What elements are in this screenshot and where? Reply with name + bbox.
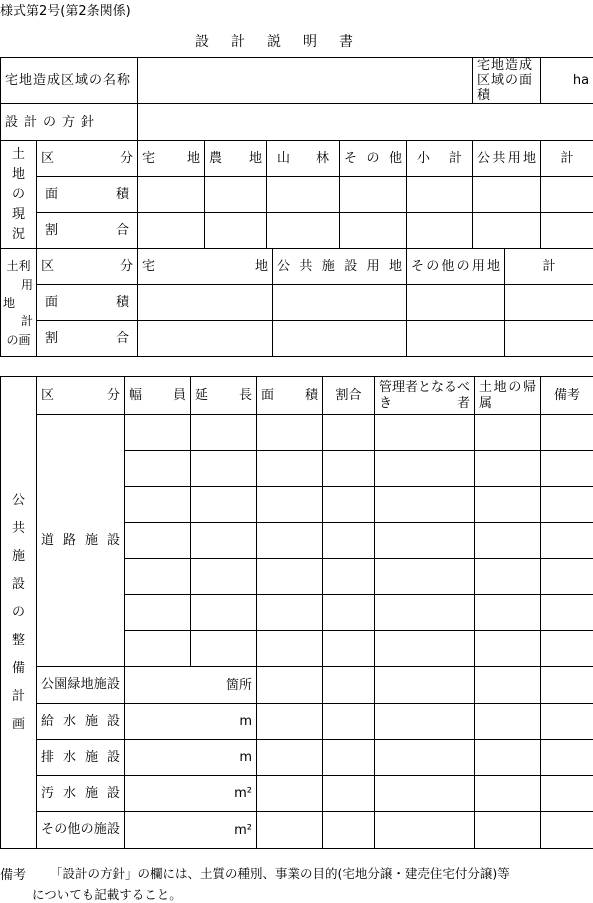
cell[interactable]: [138, 321, 273, 357]
cell[interactable]: [541, 740, 593, 776]
area-name-field[interactable]: [138, 58, 473, 104]
cell[interactable]: [323, 523, 375, 559]
col-kokyo-shisetsu-yochi: 公共施設用地: [273, 249, 407, 285]
cell[interactable]: [375, 740, 475, 776]
current-land-kubun-label: 区分: [37, 141, 138, 177]
cell[interactable]: [407, 321, 505, 357]
cell[interactable]: [257, 523, 323, 559]
cell[interactable]: [541, 812, 593, 849]
col-nochi: 農地: [205, 141, 267, 177]
cell[interactable]: [191, 487, 257, 523]
cell[interactable]: [323, 812, 375, 849]
col-kubun: 区分: [37, 377, 125, 415]
cell[interactable]: [541, 523, 593, 559]
cell[interactable]: [375, 595, 475, 631]
cell[interactable]: [257, 487, 323, 523]
cell[interactable]: [541, 667, 593, 704]
drainage-unit: m: [125, 740, 257, 776]
cell[interactable]: [541, 177, 593, 213]
cell[interactable]: [191, 559, 257, 595]
col-takuchi-plan: 宅地: [138, 249, 273, 285]
cell[interactable]: [541, 559, 593, 595]
cell[interactable]: [125, 487, 191, 523]
cell[interactable]: [475, 451, 541, 487]
cell[interactable]: [257, 704, 323, 740]
cell[interactable]: [205, 213, 267, 249]
col-sanrin: 山林: [267, 141, 340, 177]
cell[interactable]: [257, 667, 323, 704]
cell[interactable]: [407, 213, 473, 249]
cell[interactable]: [375, 523, 475, 559]
cell[interactable]: [475, 667, 541, 704]
col-sonota-yochi: その他の用地: [407, 249, 505, 285]
cell[interactable]: [125, 559, 191, 595]
cell[interactable]: [375, 704, 475, 740]
area-name-label: 宅地造成区域の名称: [1, 58, 138, 104]
cell[interactable]: [375, 812, 475, 849]
cell[interactable]: [257, 559, 323, 595]
cell[interactable]: [541, 776, 593, 812]
policy-label: 設計の方針: [1, 104, 138, 141]
cell[interactable]: [375, 451, 475, 487]
cell[interactable]: [257, 451, 323, 487]
cell[interactable]: [191, 451, 257, 487]
col-menseki: 面積: [257, 377, 323, 415]
cell[interactable]: [323, 704, 375, 740]
cell[interactable]: [475, 415, 541, 451]
facility-plan-group: 公 共 施 設 の 整 備 計 画: [1, 377, 37, 849]
cell[interactable]: [273, 321, 407, 357]
cell[interactable]: [541, 451, 593, 487]
cell[interactable]: [138, 213, 205, 249]
note-line-1: 「設計の方針」の欄には、土質の種別、事業の目的(宅地分譲・建売住宅付分譲)等: [50, 866, 510, 881]
col-sonota: その他: [340, 141, 407, 177]
cell[interactable]: [475, 812, 541, 849]
cell[interactable]: [541, 704, 593, 740]
cell[interactable]: [191, 415, 257, 451]
col-kanrisha: 管理者となるべき者: [375, 377, 475, 415]
other-facility-label: その他の施設: [37, 812, 125, 849]
document-title: 設 計 説 明 書: [195, 34, 357, 50]
drainage-label: 排水施設: [37, 740, 125, 776]
cell[interactable]: [125, 415, 191, 451]
current-land-wariai-label: 割合: [37, 213, 138, 249]
top-table: [0, 57, 593, 357]
cell[interactable]: [375, 631, 475, 667]
cell[interactable]: [375, 667, 475, 704]
cell[interactable]: [273, 285, 407, 321]
current-land-group: 土 地 の 現 況: [1, 141, 37, 249]
facility-table: [0, 376, 593, 849]
col-takuchi: 宅地: [138, 141, 205, 177]
land-use-menseki-label: 面積: [37, 285, 138, 321]
cell[interactable]: [191, 523, 257, 559]
cell[interactable]: [257, 812, 323, 849]
policy-field[interactable]: [138, 104, 593, 141]
sewage-unit: m²: [125, 776, 257, 812]
park-facility-unit: 箇所: [125, 667, 257, 704]
note-line-2: についても記載すること。: [32, 887, 182, 902]
cell[interactable]: [323, 451, 375, 487]
cell[interactable]: [125, 595, 191, 631]
cell[interactable]: [267, 213, 340, 249]
cell[interactable]: [205, 177, 267, 213]
current-land-menseki-label: 面積: [37, 177, 138, 213]
cell[interactable]: [473, 213, 541, 249]
sewage-label: 汚水施設: [37, 776, 125, 812]
col-biko: 備考: [541, 377, 593, 415]
cell[interactable]: [541, 487, 593, 523]
cell[interactable]: [375, 776, 475, 812]
land-use-wariai-label: 割合: [37, 321, 138, 357]
cell[interactable]: [191, 595, 257, 631]
cell[interactable]: [257, 740, 323, 776]
cell[interactable]: [257, 415, 323, 451]
cell[interactable]: [323, 740, 375, 776]
cell[interactable]: [323, 487, 375, 523]
area-size-unit: ha: [541, 58, 593, 104]
road-facility-label: 道路施設: [37, 415, 125, 667]
note-label: 備考: [0, 868, 27, 883]
cell[interactable]: [257, 595, 323, 631]
cell[interactable]: [541, 213, 593, 249]
col-kokyo-yochi: 公共用地: [473, 141, 541, 177]
cell[interactable]: [267, 177, 340, 213]
cell[interactable]: [375, 415, 475, 451]
cell[interactable]: [138, 177, 205, 213]
cell[interactable]: [375, 559, 475, 595]
col-encho: 延長: [191, 377, 257, 415]
cell[interactable]: [125, 523, 191, 559]
cell[interactable]: [505, 285, 593, 321]
col-kei-plan: 計: [505, 249, 593, 285]
cell[interactable]: [475, 523, 541, 559]
water-supply-unit: m: [125, 704, 257, 740]
cell[interactable]: [323, 595, 375, 631]
cell[interactable]: [191, 631, 257, 667]
cell[interactable]: [473, 177, 541, 213]
cell[interactable]: [125, 631, 191, 667]
form-id: 様式第2号(第2条関係): [0, 4, 131, 19]
cell[interactable]: [505, 321, 593, 357]
cell[interactable]: [475, 776, 541, 812]
cell[interactable]: [407, 285, 505, 321]
land-use-kubun-label: 区分: [37, 249, 138, 285]
land-use-plan-group: 土利 用 地 計 の画: [1, 249, 37, 357]
col-fukuin: 幅員: [125, 377, 191, 415]
cell[interactable]: [475, 559, 541, 595]
cell[interactable]: [323, 559, 375, 595]
cell[interactable]: [323, 667, 375, 704]
col-kizoku: 土地の帰属: [475, 377, 541, 415]
cell[interactable]: [257, 631, 323, 667]
cell[interactable]: [375, 487, 475, 523]
cell[interactable]: [541, 631, 593, 667]
cell[interactable]: [323, 631, 375, 667]
cell[interactable]: [340, 177, 407, 213]
area-size-label: 宅地造成区域の面積: [473, 58, 541, 104]
park-facility-label: 公園緑地施設: [37, 667, 125, 704]
cell[interactable]: [475, 704, 541, 740]
col-kei: 計: [541, 141, 593, 177]
cell[interactable]: [475, 595, 541, 631]
cell[interactable]: [138, 285, 273, 321]
cell[interactable]: [475, 631, 541, 667]
cell[interactable]: [407, 177, 473, 213]
cell[interactable]: [541, 415, 593, 451]
cell[interactable]: [340, 213, 407, 249]
cell[interactable]: [541, 595, 593, 631]
cell[interactable]: [125, 451, 191, 487]
col-shokei: 小計: [407, 141, 473, 177]
cell[interactable]: [323, 415, 375, 451]
cell[interactable]: [475, 740, 541, 776]
other-facility-unit: m²: [125, 812, 257, 849]
cell[interactable]: [475, 487, 541, 523]
col-wariai: 割合: [323, 377, 375, 415]
cell[interactable]: [257, 776, 323, 812]
water-supply-label: 給水施設: [37, 704, 125, 740]
cell[interactable]: [323, 776, 375, 812]
